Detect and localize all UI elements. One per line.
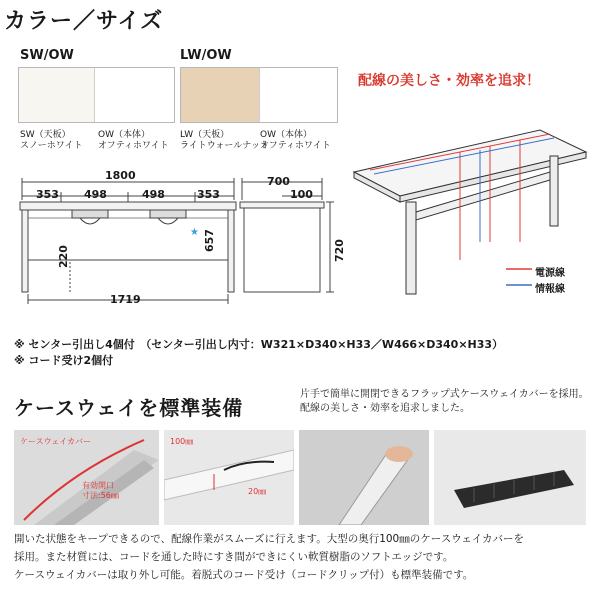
dim-knee-height: 657 [203,229,216,252]
swatch-body-ow [260,68,337,122]
color-code-lw-ow: LW/OW [180,48,232,63]
photo-4-illustration [434,430,586,525]
svg-text:★: ★ [190,227,199,238]
legend-lines [506,263,532,293]
body-text-line-3: ケースウェイカバーは取り外し可能。着脱式のコード受け（コードクリップ付）も標準装備です。 [14,569,474,581]
legend-info: 情報線 [535,284,565,295]
photo-3-illustration [299,430,429,525]
caption-lw-top: LW（天板） ライトウォールナット [180,130,270,151]
dim-segment-1: 353 [36,188,59,201]
dim-segment-4: 353 [197,188,220,201]
dim-depth: 700 [267,175,290,188]
dim-inner-width: 1719 [110,293,141,306]
swatch-top-lw [181,68,260,122]
dim-bottom-height: 220 [57,245,70,268]
swatch-top-sw [19,68,95,122]
section-title: ケースウェイを標準装備 [14,396,244,420]
photo-1-label: ケースウェイカバー [20,437,92,446]
section-description: 片手で簡単に開閉できるフラップ式ケースウェイカバーを採用。配線の美しさ・効率を追求しました。 [300,389,589,414]
dim-depth-offset: 100 [290,188,313,201]
dim-segment-3: 498 [142,188,165,201]
body-text-line-2: 採用。また材質には、コードを通した時にすき間ができにくい軟質樹脂のソフトエッジです。 [14,551,454,563]
photo-1-sublabel: 有効開口 寸法:56㎜ [82,481,119,500]
swatch-body-ow [95,68,174,122]
photo-cord-receiver [434,430,586,525]
body-text-line-1: 開いた状態をキープできるので、配線作業がスムーズに行えます。大型の奥行100㎜のケースウェイカバーを [14,533,524,545]
caption-sw-top: SW（天板） スノーホワイト [20,130,83,151]
note-drawers: ※ センター引出し4個付 （センター引出し内寸：W321×D340×H33／W466×D340×H33） [14,338,504,351]
tagline: 配線の美しさ・効率を追求！ [358,73,540,89]
color-swatch-sw-ow [18,67,175,123]
photo-opening-cover [299,430,429,525]
dim-height: 720 [333,239,346,262]
note-cord-receivers: ※ コード受け2個付 [14,354,114,367]
color-swatch-lw-ow [180,67,338,123]
page-title: カラー／サイズ [4,9,164,34]
caption-ow-body: OW（本体） オフティホワイト [98,130,169,151]
photo-2-label-bottom: 20㎜ [248,487,267,496]
legend-power: 電源線 [535,268,565,279]
dim-segment-2: 498 [84,188,107,201]
dim-width-total: 1800 [105,169,136,182]
photo-2-label-top: 100㎜ [170,437,194,446]
color-code-sw-ow: SW/OW [20,48,74,63]
caption-ow-body-2: OW（本体） オフティホワイト [260,130,331,151]
